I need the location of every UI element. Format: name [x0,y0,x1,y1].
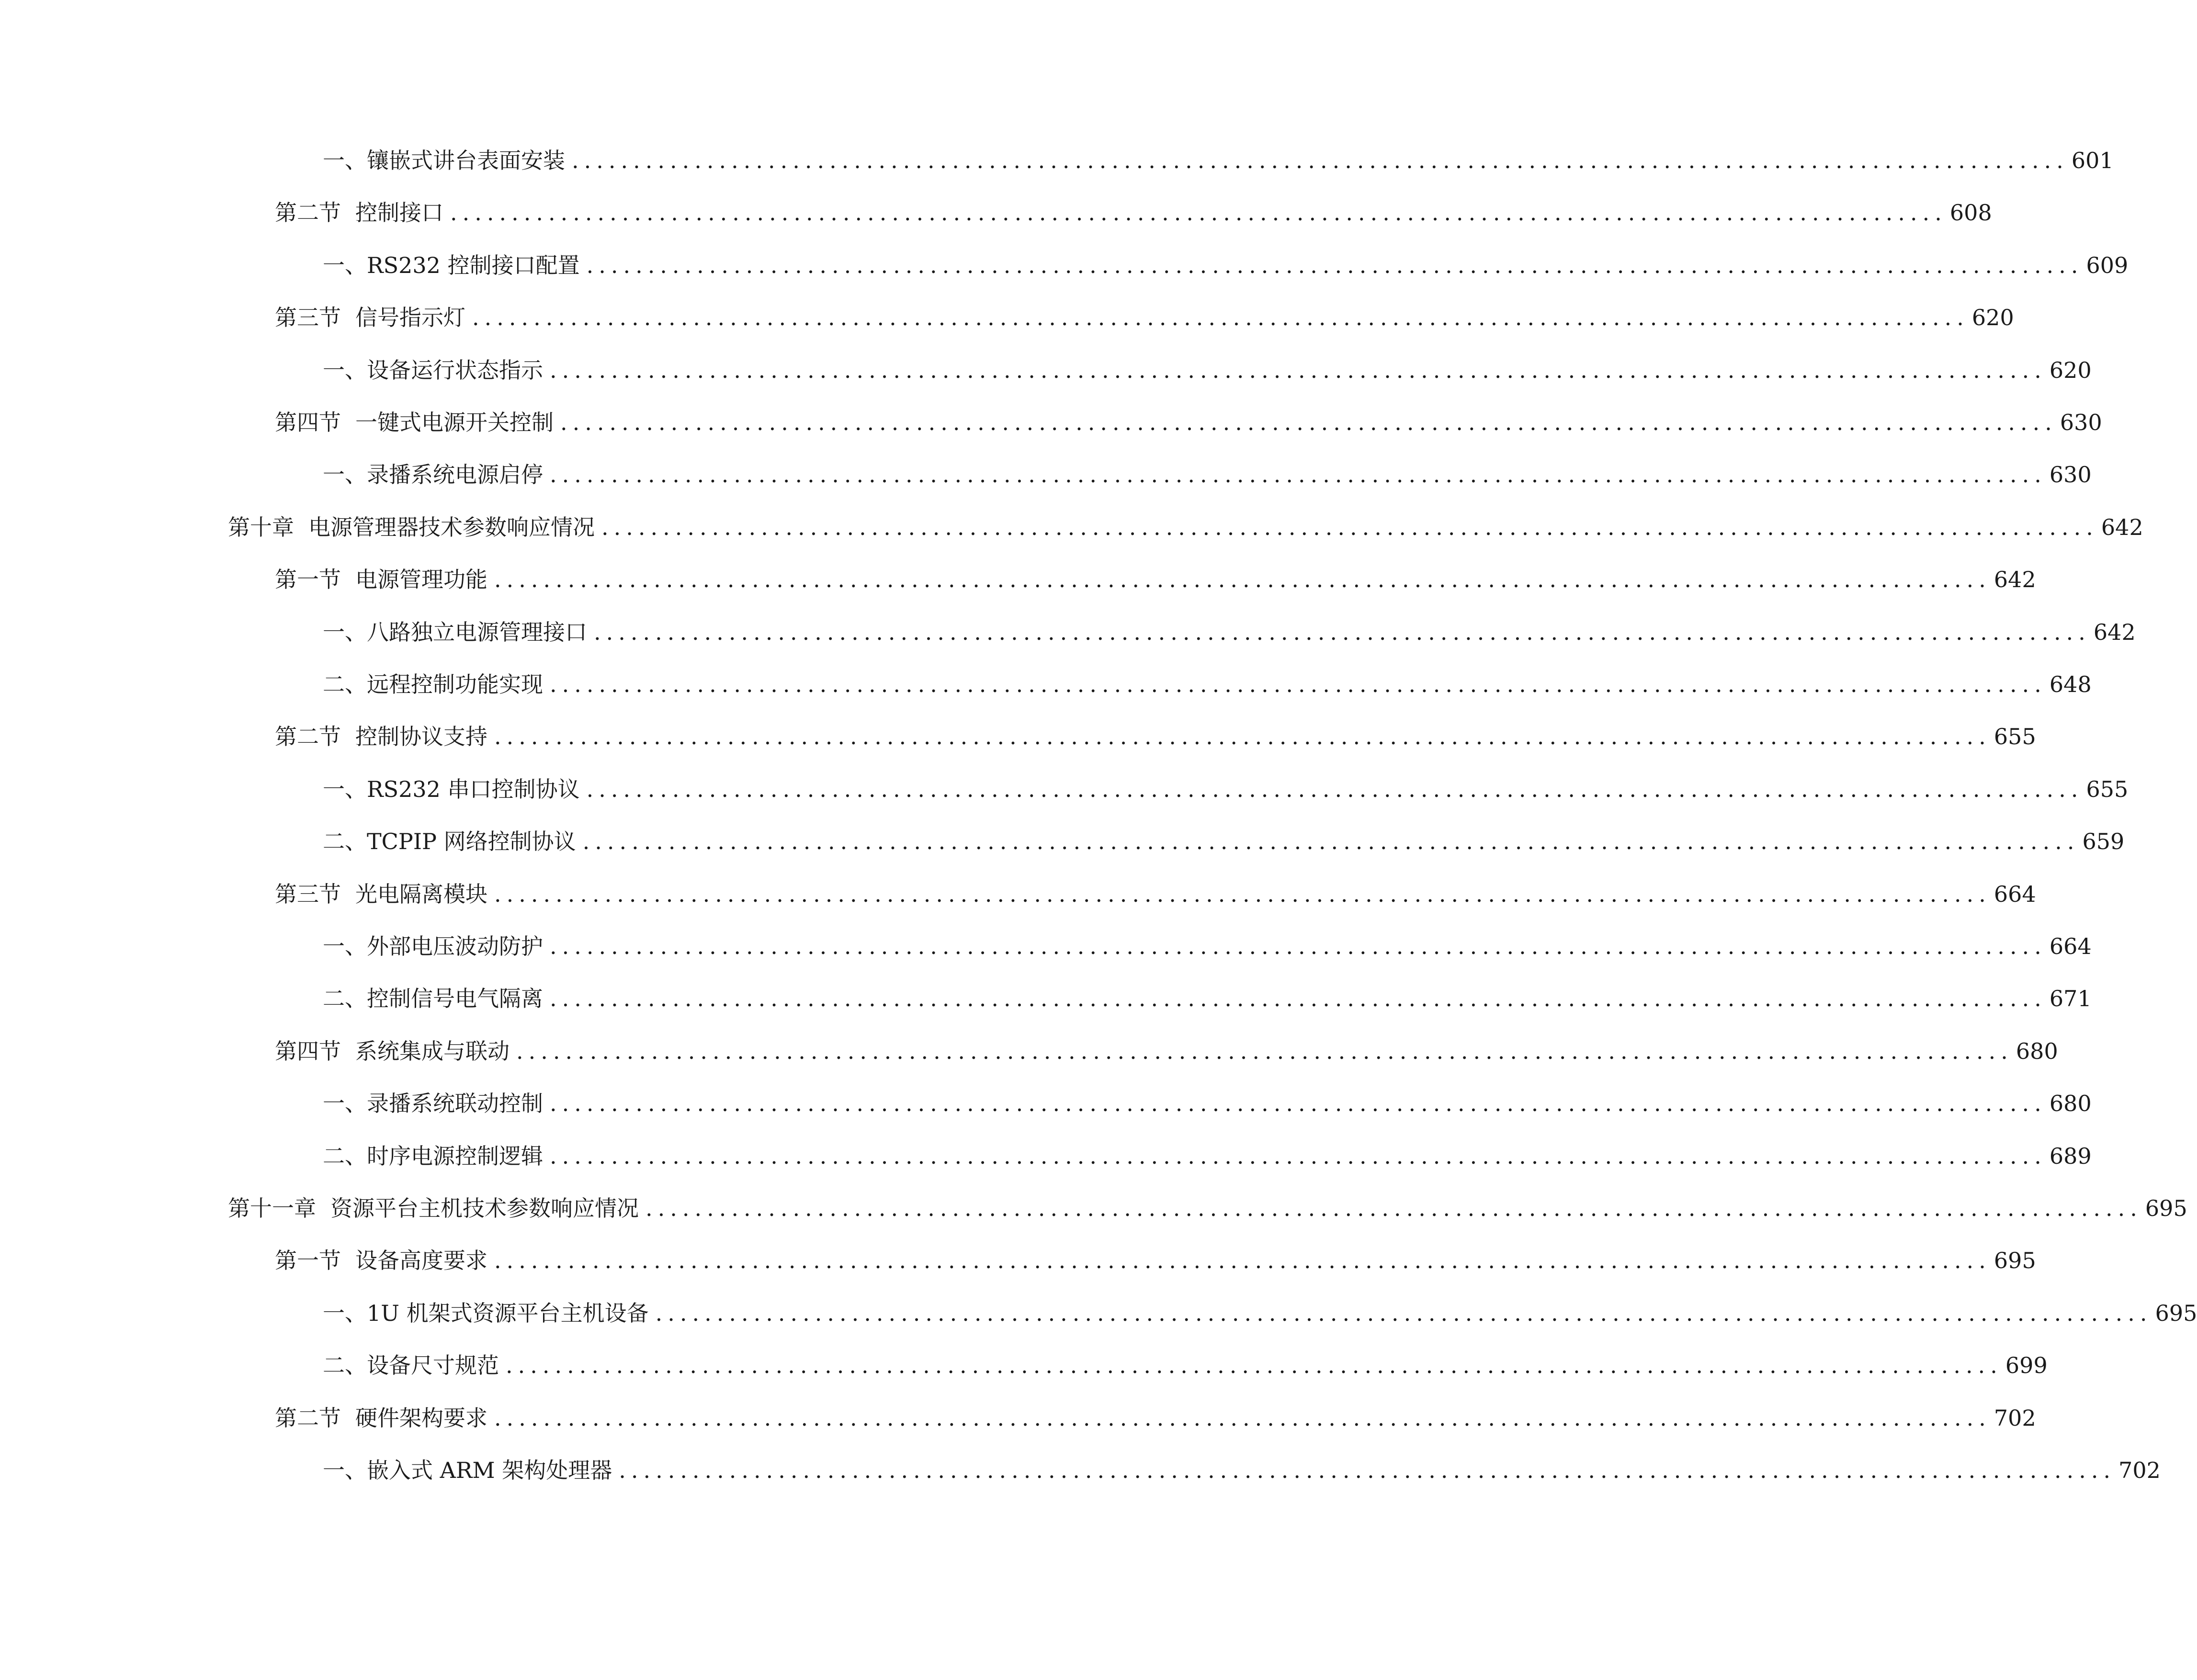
dot-leader: .......................................................................................................................... [550,986,2047,1011]
toc-entry-title: TCPIP 网络控制协议 [367,829,576,854]
toc-entry[interactable] [228,508,2143,546]
toc-entry[interactable] [323,1346,2048,1385]
toc-entry[interactable] [323,141,2114,180]
page-number: 620 [2049,357,2092,383]
toc-entry-title: 录播系统联动控制 [367,1090,543,1116]
dot-leader: .......................................................................................................................... [586,776,2084,802]
dot-leader: .......................................................................................................................... [601,514,2098,540]
item-number: 二、 [323,986,367,1011]
toc-entry[interactable] [323,822,2125,861]
toc-entry[interactable] [323,351,2092,389]
toc-entry-title: 设备高度要求 [355,1248,487,1273]
toc-entry-title: 控制接口 [355,200,443,226]
item-number: 一、 [323,933,367,959]
dot-leader: .......................................................................................................................... [550,933,2047,959]
page-number: 609 [2086,252,2129,278]
toc-entry[interactable] [323,927,2092,965]
item-number: 二、 [323,1352,367,1378]
toc-entry[interactable] [275,717,2036,756]
toc-entry[interactable] [275,298,2014,337]
toc-entry-title: 八路独立电源管理接口 [367,619,587,645]
dot-leader: .......................................................................................................................... [646,1195,2142,1221]
toc-entry-title: 控制协议支持 [355,724,487,749]
page-number: 642 [2101,514,2143,540]
section-number: 第三节 [275,881,341,907]
toc-entry-title: 一键式电源开关控制 [355,409,554,435]
page-number: 699 [2005,1352,2048,1378]
toc-entry-title: 电源管理器技术参数响应情况 [308,514,595,540]
page-number: 608 [1949,200,1992,226]
toc-entry[interactable] [323,613,2136,651]
dot-leader: .......................................................................................................................... [450,200,1947,226]
toc-entry[interactable] [275,1032,2058,1070]
item-number: 二、 [323,1143,367,1169]
toc-entry-title: 嵌入式 ARM 架构处理器 [367,1457,612,1483]
section-number: 第二节 [275,1405,341,1431]
toc-entry[interactable] [275,560,2036,599]
dot-leader: .......................................................................................................................... [494,1405,1991,1431]
page-number: 664 [1993,881,2036,907]
section-number: 第二节 [275,724,341,749]
toc-entry[interactable] [275,1241,2036,1280]
page-number: 671 [2049,986,2092,1011]
page-number: 680 [2049,1090,2092,1116]
toc-entry[interactable] [323,1137,2092,1175]
dot-leader: .......................................................................................................................... [586,252,2084,278]
dot-leader: .......................................................................................................................... [494,567,1991,592]
toc-entry[interactable] [275,875,2036,913]
toc-entry-title: 时序电源控制逻辑 [367,1143,543,1169]
page-number: 630 [2049,462,2092,488]
toc-entry-title: 远程控制功能实现 [367,671,543,697]
dot-leader: .......................................................................................................................... [494,1248,1991,1273]
toc-entry-title: 电源管理功能 [355,567,487,592]
section-number: 第四节 [275,409,341,435]
page-number: 659 [2082,829,2125,854]
toc-entry-title: 信号指示灯 [355,305,465,330]
item-number: 一、 [323,148,367,173]
toc-entry[interactable] [323,665,2092,704]
toc-entry-title: 设备运行状态指示 [367,357,543,383]
toc-entry[interactable] [323,979,2092,1018]
toc-entry-title: 1U 机架式资源平台主机设备 [367,1300,649,1326]
dot-leader: .......................................................................................................................... [582,829,2080,854]
dot-leader: .......................................................................................................................... [655,1300,2152,1326]
toc-entry-title: RS232 控制接口配置 [367,252,580,278]
page-number: 702 [2118,1457,2161,1483]
toc-entry-title: 设备尺寸规范 [367,1352,499,1378]
dot-leader: .......................................................................................................................... [560,409,2057,435]
page-number: 642 [1993,567,2036,592]
item-number: 二、 [323,829,367,854]
page-number: 695 [2155,1300,2197,1326]
page-number: 695 [1993,1248,2036,1273]
page-number: 630 [2060,409,2102,435]
item-number: 一、 [323,462,367,488]
section-number: 第四节 [275,1038,341,1064]
toc-entry[interactable] [275,1399,2036,1437]
toc-entry[interactable] [228,1189,2187,1227]
toc-entry[interactable] [323,455,2092,494]
dot-leader: .......................................................................................................................... [550,1143,2047,1169]
toc-entry-title: 系统集成与联动 [355,1038,510,1064]
page-number: 648 [2049,671,2092,697]
page-number: 620 [1971,305,2014,330]
section-number: 第一节 [275,567,341,592]
toc-entry-title: 录播系统电源启停 [367,462,543,488]
dot-leader: .......................................................................................................................... [516,1038,2013,1064]
dot-leader: .......................................................................................................................... [494,881,1991,907]
toc-entry-title: 资源平台主机技术参数响应情况 [330,1195,639,1221]
dot-leader: .......................................................................................................................... [550,462,2047,488]
dot-leader: .......................................................................................................................... [594,619,2091,645]
dot-leader: .......................................................................................................................... [494,724,1991,749]
item-number: 一、 [323,776,367,802]
toc-entry-title: 控制信号电气隔离 [367,986,543,1011]
toc-entry[interactable] [323,770,2129,808]
item-number: 一、 [323,619,367,645]
page-number: 695 [2145,1195,2187,1221]
section-number: 第一节 [275,1248,341,1273]
dot-leader: .......................................................................................................................... [572,148,2069,173]
item-number: 一、 [323,1300,367,1326]
chapter-number: 第十一章 [228,1195,316,1221]
dot-leader: .......................................................................................................................... [550,1090,2047,1116]
item-number: 一、 [323,252,367,278]
page-number: 702 [1993,1405,2036,1431]
dot-leader: .......................................................................................................................... [506,1352,2003,1378]
section-number: 第二节 [275,200,341,226]
toc-entry-title: 外部电压波动防护 [367,933,543,959]
dot-leader: .......................................................................................................................... [472,305,1969,330]
toc-entry-title: 镶嵌式讲台表面安装 [367,148,565,173]
chapter-number: 第十章 [228,514,294,540]
item-number: 一、 [323,1457,367,1483]
toc-entry[interactable] [275,403,2102,442]
toc-entry[interactable] [323,246,2129,284]
toc-entry[interactable] [275,193,1992,232]
item-number: 一、 [323,1090,367,1116]
toc-entry[interactable] [323,1084,2092,1123]
toc-entry-title: 硬件架构要求 [355,1405,487,1431]
dot-leader: .......................................................................................................................... [619,1457,2116,1483]
toc-entry-title: 光电隔离模块 [355,881,487,907]
section-number: 第三节 [275,305,341,330]
page-number: 664 [2049,933,2092,959]
page-number: 689 [2049,1143,2092,1169]
page-number: 680 [2016,1038,2058,1064]
page-number: 642 [2093,619,2136,645]
page-number: 601 [2071,148,2114,173]
page-number: 655 [2086,776,2129,802]
dot-leader: .......................................................................................................................... [550,357,2047,383]
dot-leader: .......................................................................................................................... [550,671,2047,697]
item-number: 二、 [323,671,367,697]
toc-entry-title: RS232 串口控制协议 [367,776,580,802]
item-number: 一、 [323,357,367,383]
page-number: 655 [1993,724,2036,749]
toc-entry[interactable] [323,1451,2161,1489]
toc-entry[interactable] [323,1294,2197,1332]
